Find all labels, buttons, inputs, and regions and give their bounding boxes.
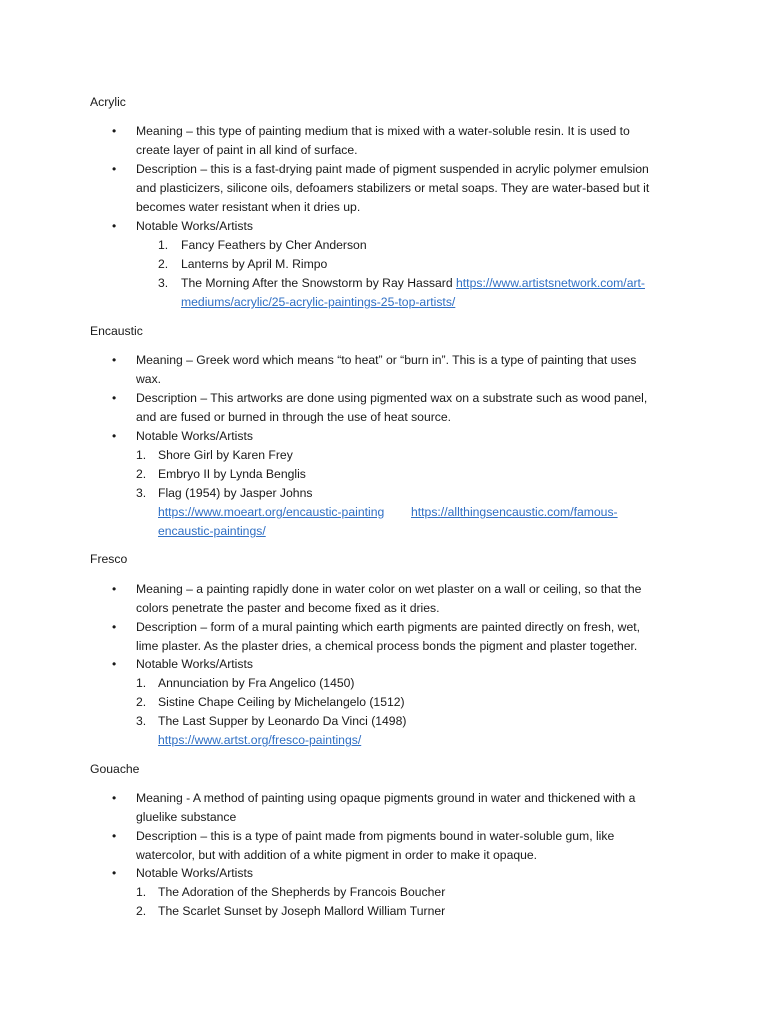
gouache-description-line-1: Description – this is a type of paint made from pigments bound in water-soluble gum, like <box>136 829 615 843</box>
encaustic-work-3: Flag (1954) by Jasper Johns <box>158 486 313 500</box>
list-number: 3. <box>136 714 147 728</box>
bullet-icon: • <box>112 657 117 671</box>
encaustic-work-2: Embryo II by Lynda Benglis <box>158 467 306 481</box>
gouache-description-line-2: watercolor, but with addition of a white pigment in order to make it opaque. <box>136 848 538 862</box>
list-number: 1. <box>136 448 147 462</box>
list-number: 1. <box>158 238 169 252</box>
encaustic-link-2[interactable]: https://allthingsencaustic.com/famous- <box>411 505 618 519</box>
bullet-icon: • <box>112 219 117 233</box>
acrylic-works-label: Notable Works/Artists <box>136 219 253 233</box>
fresco-link[interactable]: https://www.artst.org/fresco-paintings/ <box>158 733 362 747</box>
acrylic-work-2: Lanterns by April M. Rimpo <box>181 257 328 271</box>
list-number: 2. <box>136 467 147 481</box>
encaustic-work-1: Shore Girl by Karen Frey <box>158 448 293 462</box>
gouache-meaning-line-2: gluelike substance <box>136 810 237 824</box>
fresco-meaning-line-1: Meaning – a painting rapidly done in water color on wet plaster on a wall or ceiling, so that the <box>136 582 642 596</box>
fresco-work-1: Annunciation by Fra Angelico (1450) <box>158 676 355 690</box>
bullet-icon: • <box>112 791 117 805</box>
acrylic-work-3-line <box>181 274 645 293</box>
gouache-works-label: Notable Works/Artists <box>136 866 253 880</box>
section-heading-fresco: Fresco <box>90 552 128 566</box>
list-number: 3. <box>136 486 147 500</box>
section-heading-acrylic: Acrylic <box>90 95 126 109</box>
list-number: 1. <box>136 676 147 690</box>
bullet-icon: • <box>112 866 117 880</box>
bullet-icon: • <box>112 353 117 367</box>
encaustic-link-1[interactable]: https://www.moeart.org/encaustic-painting <box>158 505 385 519</box>
acrylic-description-line-2: and plasticizers, silicone oils, defoamers stabilizers or metal soaps. They are water-based but it <box>136 181 650 195</box>
bullet-icon: • <box>112 124 117 138</box>
encaustic-description-line-1: Description – This artworks are done using pigmented wax on a substrate such as wood panel, <box>136 391 648 405</box>
list-number: 3. <box>158 276 169 290</box>
acrylic-meaning-line-1: Meaning – this type of painting medium that is mixed with a water-soluble resin. It is used to <box>136 124 630 138</box>
encaustic-links-line <box>158 503 384 522</box>
fresco-work-3: The Last Supper by Leonardo Da Vinci (1498) <box>158 714 407 728</box>
acrylic-description-line-1: Description – this is a fast-drying paint made of pigment suspended in acrylic polymer emulsion <box>136 162 649 176</box>
fresco-description-line-2: lime plaster. As the plaster dries, a chemical process bonds the pigment and plaster together. <box>136 639 638 653</box>
bullet-icon: • <box>112 391 117 405</box>
encaustic-link-2-continued-wrap <box>158 522 266 541</box>
list-number: 2. <box>136 695 147 709</box>
gouache-meaning-line-1: Meaning - A method of painting using opaque pigments ground in water and thickened with a <box>136 791 636 805</box>
fresco-link-wrap <box>158 731 361 750</box>
encaustic-meaning-line-1: Meaning – Greek word which means “to heat” or “burn in”. This is a type of painting that uses <box>136 353 637 367</box>
encaustic-link-2-wrap <box>411 503 618 522</box>
bullet-icon: • <box>112 582 117 596</box>
list-number: 1. <box>136 885 147 899</box>
section-heading-gouache: Gouache <box>90 762 140 776</box>
fresco-meaning-line-2: colors penetrate the paster and become fixed as it dries. <box>136 601 440 615</box>
encaustic-link-2-continued[interactable]: encaustic-paintings/ <box>158 524 266 538</box>
encaustic-description-line-2: and are fused or burned in through the use of heat source. <box>136 410 452 424</box>
bullet-icon: • <box>112 829 117 843</box>
acrylic-link-continued[interactable]: mediums/acrylic/25-acrylic-paintings-25-top-artists/ <box>181 295 456 309</box>
section-heading-encaustic: Encaustic <box>90 324 143 338</box>
fresco-description-line-1: Description – form of a mural painting which earth pigments are painted directly on fresh, wet, <box>136 620 640 634</box>
gouache-work-2: The Scarlet Sunset by Joseph Mallord William Turner <box>158 904 446 918</box>
fresco-works-label: Notable Works/Artists <box>136 657 253 671</box>
acrylic-description-line-3: becomes water resistant when it dries up. <box>136 200 361 214</box>
acrylic-meaning-line-2: create layer of paint in all kind of surface. <box>136 143 358 157</box>
fresco-work-2: Sistine Chape Ceiling by Michelangelo (1512) <box>158 695 405 709</box>
acrylic-link-wrap <box>181 293 455 312</box>
encaustic-meaning-line-2: wax. <box>136 372 162 386</box>
acrylic-link[interactable]: https://www.artistsnetwork.com/art- <box>456 276 645 290</box>
bullet-icon: • <box>112 620 117 634</box>
gouache-work-1: The Adoration of the Shepherds by Francois Boucher <box>158 885 446 899</box>
bullet-icon: • <box>112 429 117 443</box>
list-number: 2. <box>158 257 169 271</box>
acrylic-work-1: Fancy Feathers by Cher Anderson <box>181 238 367 252</box>
acrylic-work-3: The Morning After the Snowstorm by Ray Hassard <box>181 276 457 290</box>
list-number: 2. <box>136 904 147 918</box>
bullet-icon: • <box>112 162 117 176</box>
encaustic-works-label: Notable Works/Artists <box>136 429 253 443</box>
